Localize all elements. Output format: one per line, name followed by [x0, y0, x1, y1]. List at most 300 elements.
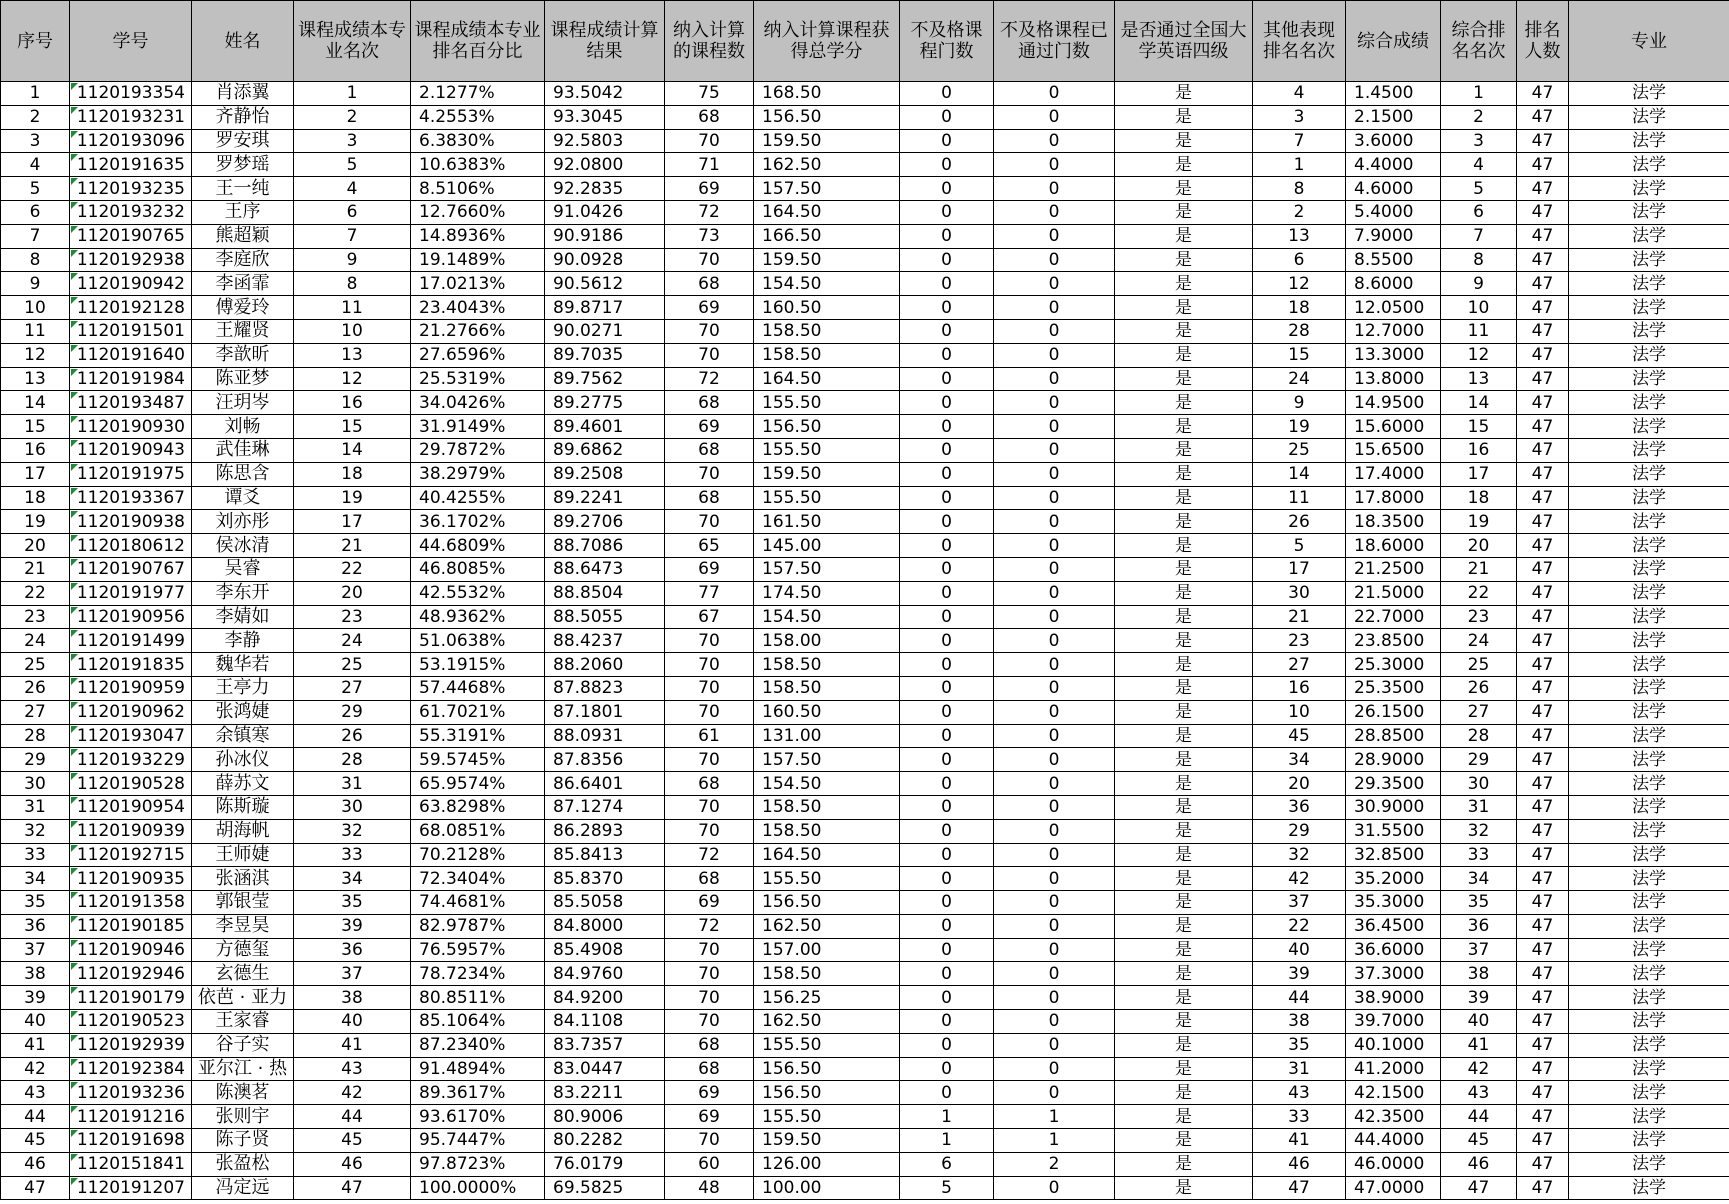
cell-seq[interactable]: 19 — [1, 510, 70, 534]
cell-other-rank[interactable]: 11 — [1253, 486, 1346, 510]
cell-other-rank[interactable]: 28 — [1253, 319, 1346, 343]
cell-cet4-passed[interactable]: 是 — [1115, 581, 1253, 605]
cell-overall-rank[interactable]: 42 — [1441, 1057, 1517, 1081]
cell-overall-score[interactable]: 14.9500 — [1346, 391, 1441, 415]
cell-rank-count[interactable]: 47 — [1517, 177, 1569, 201]
cell-course-count[interactable]: 70 — [665, 510, 754, 534]
table-row[interactable] — [1, 700, 1729, 724]
cell-name[interactable]: 张盈松 — [192, 1152, 294, 1176]
cell-rank-count[interactable]: 47 — [1517, 510, 1569, 534]
cell-name[interactable]: 张则宇 — [192, 1105, 294, 1129]
cell-course-rank-pct[interactable]: 17.0213% — [411, 272, 545, 296]
cell-major[interactable]: 法学 — [1569, 105, 1729, 129]
cell-seq[interactable]: 8 — [1, 248, 70, 272]
cell-major[interactable]: 法学 — [1569, 200, 1729, 224]
cell-rank-count[interactable]: 47 — [1517, 153, 1569, 177]
cell-other-rank[interactable]: 25 — [1253, 438, 1346, 462]
cell-failed-passed[interactable]: 0 — [994, 224, 1115, 248]
cell-course-count[interactable]: 68 — [665, 391, 754, 415]
cell-major[interactable]: 法学 — [1569, 1057, 1729, 1081]
cell-total-credits[interactable]: 157.50 — [754, 748, 900, 772]
cell-rank-count[interactable]: 47 — [1517, 415, 1569, 439]
cell-course-count[interactable]: 69 — [665, 1081, 754, 1105]
cell-seq[interactable]: 41 — [1, 1033, 70, 1057]
cell-other-rank[interactable]: 33 — [1253, 1105, 1346, 1129]
header-other-rank[interactable]: 其他表现排名名次 — [1253, 1, 1346, 82]
cell-name[interactable]: 刘畅 — [192, 415, 294, 439]
cell-course-rank[interactable]: 11 — [294, 296, 411, 320]
cell-course-rank[interactable]: 7 — [294, 224, 411, 248]
cell-overall-score[interactable]: 28.9000 — [1346, 748, 1441, 772]
cell-seq[interactable]: 38 — [1, 962, 70, 986]
cell-overall-score[interactable]: 17.8000 — [1346, 486, 1441, 510]
cell-course-rank-pct[interactable]: 97.8723% — [411, 1152, 545, 1176]
cell-major[interactable]: 法学 — [1569, 1152, 1729, 1176]
cell-course-rank-pct[interactable]: 68.0851% — [411, 819, 545, 843]
cell-course-rank[interactable]: 45 — [294, 1129, 411, 1153]
cell-cet4-passed[interactable]: 是 — [1115, 391, 1253, 415]
cell-failed-count[interactable]: 0 — [900, 1033, 994, 1057]
cell-major[interactable]: 法学 — [1569, 272, 1729, 296]
cell-student-id[interactable]: 1120191984 — [70, 367, 192, 391]
cell-course-rank[interactable]: 44 — [294, 1105, 411, 1129]
cell-failed-passed[interactable]: 0 — [994, 1081, 1115, 1105]
cell-course-count[interactable]: 65 — [665, 534, 754, 558]
cell-seq[interactable]: 14 — [1, 391, 70, 415]
cell-cet4-passed[interactable]: 是 — [1115, 1129, 1253, 1153]
cell-course-score[interactable]: 93.3045 — [545, 105, 665, 129]
cell-course-score[interactable]: 87.8356 — [545, 748, 665, 772]
header-student-id[interactable]: 学号 — [70, 1, 192, 82]
cell-failed-count[interactable]: 0 — [900, 296, 994, 320]
cell-overall-score[interactable]: 41.2000 — [1346, 1057, 1441, 1081]
cell-course-rank-pct[interactable]: 44.6809% — [411, 534, 545, 558]
cell-cet4-passed[interactable]: 是 — [1115, 248, 1253, 272]
cell-student-id[interactable]: 1120191501 — [70, 319, 192, 343]
cell-course-count[interactable]: 72 — [665, 914, 754, 938]
cell-overall-score[interactable]: 38.9000 — [1346, 986, 1441, 1010]
cell-major[interactable]: 法学 — [1569, 415, 1729, 439]
cell-cet4-passed[interactable]: 是 — [1115, 795, 1253, 819]
cell-overall-score[interactable]: 5.4000 — [1346, 200, 1441, 224]
cell-failed-count[interactable]: 0 — [900, 82, 994, 106]
table-row[interactable] — [1, 343, 1729, 367]
cell-failed-passed[interactable]: 0 — [994, 129, 1115, 153]
cell-failed-count[interactable]: 0 — [900, 129, 994, 153]
cell-rank-count[interactable]: 47 — [1517, 391, 1569, 415]
cell-major[interactable]: 法学 — [1569, 319, 1729, 343]
cell-failed-passed[interactable]: 0 — [994, 82, 1115, 106]
table-row[interactable] — [1, 843, 1729, 867]
table-row[interactable] — [1, 557, 1729, 581]
cell-total-credits[interactable]: 131.00 — [754, 724, 900, 748]
cell-failed-passed[interactable]: 0 — [994, 1033, 1115, 1057]
cell-major[interactable]: 法学 — [1569, 581, 1729, 605]
cell-course-rank[interactable]: 37 — [294, 962, 411, 986]
cell-rank-count[interactable]: 47 — [1517, 272, 1569, 296]
cell-course-rank[interactable]: 36 — [294, 938, 411, 962]
cell-course-rank[interactable]: 21 — [294, 534, 411, 558]
cell-course-count[interactable]: 48 — [665, 1176, 754, 1200]
cell-failed-passed[interactable]: 0 — [994, 1176, 1115, 1200]
cell-overall-score[interactable]: 30.9000 — [1346, 795, 1441, 819]
cell-other-rank[interactable]: 22 — [1253, 914, 1346, 938]
cell-course-rank-pct[interactable]: 87.2340% — [411, 1033, 545, 1057]
cell-course-rank-pct[interactable]: 70.2128% — [411, 843, 545, 867]
cell-failed-passed[interactable]: 2 — [994, 1152, 1115, 1176]
cell-student-id[interactable]: 1120190959 — [70, 676, 192, 700]
cell-other-rank[interactable]: 2 — [1253, 200, 1346, 224]
cell-seq[interactable]: 6 — [1, 200, 70, 224]
cell-name[interactable]: 傅爱玲 — [192, 296, 294, 320]
table-row[interactable] — [1, 367, 1729, 391]
cell-failed-passed[interactable]: 0 — [994, 772, 1115, 796]
cell-overall-rank[interactable]: 15 — [1441, 415, 1517, 439]
cell-course-rank[interactable]: 16 — [294, 391, 411, 415]
cell-course-rank-pct[interactable]: 8.5106% — [411, 177, 545, 201]
cell-cet4-passed[interactable]: 是 — [1115, 653, 1253, 677]
cell-student-id[interactable]: 1120191698 — [70, 1129, 192, 1153]
cell-name[interactable]: 齐静怡 — [192, 105, 294, 129]
cell-overall-score[interactable]: 8.6000 — [1346, 272, 1441, 296]
cell-overall-score[interactable]: 22.7000 — [1346, 605, 1441, 629]
cell-failed-count[interactable]: 0 — [900, 224, 994, 248]
cell-course-rank-pct[interactable]: 40.4255% — [411, 486, 545, 510]
cell-failed-count[interactable]: 0 — [900, 438, 994, 462]
header-seq[interactable]: 序号 — [1, 1, 70, 82]
cell-course-rank[interactable]: 2 — [294, 105, 411, 129]
cell-other-rank[interactable]: 27 — [1253, 653, 1346, 677]
cell-rank-count[interactable]: 47 — [1517, 914, 1569, 938]
cell-course-rank[interactable]: 42 — [294, 1081, 411, 1105]
cell-course-rank[interactable]: 9 — [294, 248, 411, 272]
cell-failed-passed[interactable]: 0 — [994, 105, 1115, 129]
cell-course-rank[interactable]: 32 — [294, 819, 411, 843]
cell-rank-count[interactable]: 47 — [1517, 129, 1569, 153]
cell-course-rank-pct[interactable]: 76.5957% — [411, 938, 545, 962]
cell-overall-score[interactable]: 32.8500 — [1346, 843, 1441, 867]
cell-total-credits[interactable]: 145.00 — [754, 534, 900, 558]
cell-failed-passed[interactable]: 0 — [994, 962, 1115, 986]
cell-course-count[interactable]: 68 — [665, 105, 754, 129]
cell-rank-count[interactable]: 47 — [1517, 224, 1569, 248]
cell-overall-rank[interactable]: 12 — [1441, 343, 1517, 367]
cell-course-count[interactable]: 67 — [665, 605, 754, 629]
cell-failed-passed[interactable]: 0 — [994, 557, 1115, 581]
cell-failed-count[interactable]: 0 — [900, 1010, 994, 1034]
header-major[interactable]: 专业 — [1569, 1, 1729, 82]
cell-rank-count[interactable]: 47 — [1517, 1033, 1569, 1057]
cell-overall-rank[interactable]: 39 — [1441, 986, 1517, 1010]
cell-overall-rank[interactable]: 31 — [1441, 795, 1517, 819]
cell-course-rank-pct[interactable]: 100.0000% — [411, 1176, 545, 1200]
cell-failed-passed[interactable]: 0 — [994, 248, 1115, 272]
cell-course-rank[interactable]: 15 — [294, 415, 411, 439]
cell-total-credits[interactable]: 158.50 — [754, 653, 900, 677]
cell-failed-passed[interactable]: 0 — [994, 415, 1115, 439]
cell-course-score[interactable]: 88.6473 — [545, 557, 665, 581]
cell-overall-rank[interactable]: 25 — [1441, 653, 1517, 677]
cell-course-rank[interactable]: 38 — [294, 986, 411, 1010]
cell-major[interactable]: 法学 — [1569, 986, 1729, 1010]
cell-total-credits[interactable]: 158.50 — [754, 962, 900, 986]
cell-overall-score[interactable]: 13.3000 — [1346, 343, 1441, 367]
cell-failed-passed[interactable]: 0 — [994, 438, 1115, 462]
cell-other-rank[interactable]: 13 — [1253, 224, 1346, 248]
cell-name[interactable]: 魏华若 — [192, 653, 294, 677]
cell-failed-passed[interactable]: 0 — [994, 1057, 1115, 1081]
cell-student-id[interactable]: 1120190946 — [70, 938, 192, 962]
cell-seq[interactable]: 45 — [1, 1129, 70, 1153]
cell-major[interactable]: 法学 — [1569, 795, 1729, 819]
cell-seq[interactable]: 34 — [1, 867, 70, 891]
cell-cet4-passed[interactable]: 是 — [1115, 1081, 1253, 1105]
cell-course-score[interactable]: 84.8000 — [545, 914, 665, 938]
cell-name[interactable]: 罗梦瑶 — [192, 153, 294, 177]
cell-course-count[interactable]: 70 — [665, 962, 754, 986]
cell-overall-rank[interactable]: 34 — [1441, 867, 1517, 891]
cell-student-id[interactable]: 1120192128 — [70, 296, 192, 320]
cell-course-score[interactable]: 93.5042 — [545, 82, 665, 106]
cell-overall-rank[interactable]: 2 — [1441, 105, 1517, 129]
cell-course-rank-pct[interactable]: 74.4681% — [411, 891, 545, 915]
cell-other-rank[interactable]: 20 — [1253, 772, 1346, 796]
cell-cet4-passed[interactable]: 是 — [1115, 415, 1253, 439]
cell-course-count[interactable]: 70 — [665, 462, 754, 486]
cell-failed-passed[interactable]: 0 — [994, 1010, 1115, 1034]
cell-name[interactable]: 方德玺 — [192, 938, 294, 962]
cell-total-credits[interactable]: 100.00 — [754, 1176, 900, 1200]
cell-failed-count[interactable]: 1 — [900, 1105, 994, 1129]
cell-course-rank-pct[interactable]: 46.8085% — [411, 557, 545, 581]
cell-course-rank[interactable]: 6 — [294, 200, 411, 224]
cell-seq[interactable]: 32 — [1, 819, 70, 843]
cell-course-rank[interactable]: 8 — [294, 272, 411, 296]
cell-seq[interactable]: 29 — [1, 748, 70, 772]
table-row[interactable] — [1, 724, 1729, 748]
cell-rank-count[interactable]: 47 — [1517, 962, 1569, 986]
cell-overall-score[interactable]: 15.6000 — [1346, 415, 1441, 439]
cell-major[interactable]: 法学 — [1569, 224, 1729, 248]
cell-student-id[interactable]: 1120190185 — [70, 914, 192, 938]
cell-other-rank[interactable]: 18 — [1253, 296, 1346, 320]
cell-course-score[interactable]: 89.2241 — [545, 486, 665, 510]
table-row[interactable] — [1, 1176, 1729, 1200]
cell-seq[interactable]: 44 — [1, 1105, 70, 1129]
header-cet4-passed[interactable]: 是否通过全国大学英语四级 — [1115, 1, 1253, 82]
cell-course-rank[interactable]: 5 — [294, 153, 411, 177]
cell-total-credits[interactable]: 155.50 — [754, 438, 900, 462]
cell-failed-count[interactable]: 0 — [900, 938, 994, 962]
cell-total-credits[interactable]: 156.50 — [754, 891, 900, 915]
cell-rank-count[interactable]: 47 — [1517, 82, 1569, 106]
cell-rank-count[interactable]: 47 — [1517, 319, 1569, 343]
cell-total-credits[interactable]: 154.50 — [754, 272, 900, 296]
cell-course-rank[interactable]: 23 — [294, 605, 411, 629]
cell-course-count[interactable]: 77 — [665, 581, 754, 605]
cell-cet4-passed[interactable]: 是 — [1115, 534, 1253, 558]
cell-student-id[interactable]: 1120191207 — [70, 1176, 192, 1200]
header-name[interactable]: 姓名 — [192, 1, 294, 82]
cell-other-rank[interactable]: 6 — [1253, 248, 1346, 272]
cell-overall-score[interactable]: 36.6000 — [1346, 938, 1441, 962]
cell-name[interactable]: 吴睿 — [192, 557, 294, 581]
cell-name[interactable]: 李昱昊 — [192, 914, 294, 938]
table-row[interactable] — [1, 415, 1729, 439]
cell-total-credits[interactable]: 158.50 — [754, 819, 900, 843]
cell-major[interactable]: 法学 — [1569, 772, 1729, 796]
cell-total-credits[interactable]: 156.25 — [754, 986, 900, 1010]
cell-overall-score[interactable]: 40.1000 — [1346, 1033, 1441, 1057]
cell-student-id[interactable]: 1120190930 — [70, 415, 192, 439]
cell-course-rank-pct[interactable]: 23.4043% — [411, 296, 545, 320]
cell-course-score[interactable]: 85.8370 — [545, 867, 665, 891]
cell-total-credits[interactable]: 155.50 — [754, 486, 900, 510]
cell-failed-passed[interactable]: 0 — [994, 486, 1115, 510]
cell-cet4-passed[interactable]: 是 — [1115, 296, 1253, 320]
cell-rank-count[interactable]: 47 — [1517, 1081, 1569, 1105]
table-row[interactable] — [1, 1033, 1729, 1057]
cell-seq[interactable]: 42 — [1, 1057, 70, 1081]
table-row[interactable] — [1, 605, 1729, 629]
cell-course-rank[interactable]: 19 — [294, 486, 411, 510]
cell-seq[interactable]: 39 — [1, 986, 70, 1010]
cell-course-count[interactable]: 70 — [665, 748, 754, 772]
cell-failed-passed[interactable]: 1 — [994, 1105, 1115, 1129]
cell-course-score[interactable]: 89.2706 — [545, 510, 665, 534]
cell-name[interactable]: 王序 — [192, 200, 294, 224]
cell-course-score[interactable]: 92.5803 — [545, 129, 665, 153]
cell-rank-count[interactable]: 47 — [1517, 557, 1569, 581]
cell-course-score[interactable]: 76.0179 — [545, 1152, 665, 1176]
cell-major[interactable]: 法学 — [1569, 248, 1729, 272]
cell-failed-passed[interactable]: 0 — [994, 748, 1115, 772]
cell-name[interactable]: 王一纯 — [192, 177, 294, 201]
cell-name[interactable]: 刘亦彤 — [192, 510, 294, 534]
cell-student-id[interactable]: 1120180612 — [70, 534, 192, 558]
cell-failed-passed[interactable]: 0 — [994, 724, 1115, 748]
table-row[interactable] — [1, 1057, 1729, 1081]
table-row[interactable] — [1, 248, 1729, 272]
cell-overall-rank[interactable]: 9 — [1441, 272, 1517, 296]
cell-name[interactable]: 陈子贤 — [192, 1129, 294, 1153]
cell-other-rank[interactable]: 17 — [1253, 557, 1346, 581]
cell-other-rank[interactable]: 46 — [1253, 1152, 1346, 1176]
cell-other-rank[interactable]: 7 — [1253, 129, 1346, 153]
cell-failed-count[interactable]: 0 — [900, 367, 994, 391]
table-row[interactable] — [1, 1010, 1729, 1034]
cell-overall-score[interactable]: 26.1500 — [1346, 700, 1441, 724]
cell-failed-count[interactable]: 0 — [900, 819, 994, 843]
cell-overall-rank[interactable]: 35 — [1441, 891, 1517, 915]
cell-other-rank[interactable]: 31 — [1253, 1057, 1346, 1081]
cell-course-rank-pct[interactable]: 42.5532% — [411, 581, 545, 605]
cell-failed-passed[interactable]: 0 — [994, 534, 1115, 558]
header-overall-score[interactable]: 综合成绩 — [1346, 1, 1441, 82]
cell-rank-count[interactable]: 47 — [1517, 653, 1569, 677]
cell-name[interactable]: 汪玥岑 — [192, 391, 294, 415]
cell-failed-count[interactable]: 0 — [900, 700, 994, 724]
cell-name[interactable]: 侯冰清 — [192, 534, 294, 558]
cell-other-rank[interactable]: 5 — [1253, 534, 1346, 558]
cell-course-count[interactable]: 68 — [665, 438, 754, 462]
cell-rank-count[interactable]: 47 — [1517, 1129, 1569, 1153]
cell-overall-score[interactable]: 47.0000 — [1346, 1176, 1441, 1200]
cell-course-score[interactable]: 86.2893 — [545, 819, 665, 843]
cell-overall-rank[interactable]: 6 — [1441, 200, 1517, 224]
cell-student-id[interactable]: 1120190962 — [70, 700, 192, 724]
cell-failed-count[interactable]: 0 — [900, 629, 994, 653]
cell-seq[interactable]: 4 — [1, 153, 70, 177]
cell-course-count[interactable]: 70 — [665, 343, 754, 367]
cell-seq[interactable]: 18 — [1, 486, 70, 510]
cell-course-count[interactable]: 72 — [665, 200, 754, 224]
cell-other-rank[interactable]: 32 — [1253, 843, 1346, 867]
cell-overall-rank[interactable]: 8 — [1441, 248, 1517, 272]
cell-failed-count[interactable]: 0 — [900, 177, 994, 201]
cell-total-credits[interactable]: 164.50 — [754, 843, 900, 867]
cell-course-score[interactable]: 91.0426 — [545, 200, 665, 224]
cell-student-id[interactable]: 1120190956 — [70, 605, 192, 629]
cell-seq[interactable]: 43 — [1, 1081, 70, 1105]
cell-name[interactable]: 冯定远 — [192, 1176, 294, 1200]
cell-other-rank[interactable]: 47 — [1253, 1176, 1346, 1200]
cell-overall-score[interactable]: 2.1500 — [1346, 105, 1441, 129]
cell-course-rank[interactable]: 30 — [294, 795, 411, 819]
cell-major[interactable]: 法学 — [1569, 296, 1729, 320]
cell-overall-rank[interactable]: 44 — [1441, 1105, 1517, 1129]
cell-course-rank-pct[interactable]: 36.1702% — [411, 510, 545, 534]
cell-cet4-passed[interactable]: 是 — [1115, 438, 1253, 462]
cell-name[interactable]: 陈思含 — [192, 462, 294, 486]
cell-overall-score[interactable]: 31.5500 — [1346, 819, 1441, 843]
cell-course-count[interactable]: 68 — [665, 486, 754, 510]
cell-cet4-passed[interactable]: 是 — [1115, 605, 1253, 629]
cell-overall-rank[interactable]: 38 — [1441, 962, 1517, 986]
cell-major[interactable]: 法学 — [1569, 510, 1729, 534]
cell-name[interactable]: 余镇寒 — [192, 724, 294, 748]
cell-course-rank[interactable]: 12 — [294, 367, 411, 391]
cell-failed-passed[interactable]: 0 — [994, 343, 1115, 367]
cell-name[interactable]: 张鸿婕 — [192, 700, 294, 724]
cell-student-id[interactable]: 1120193047 — [70, 724, 192, 748]
cell-course-rank[interactable]: 40 — [294, 1010, 411, 1034]
cell-student-id[interactable]: 1120190528 — [70, 772, 192, 796]
cell-name[interactable]: 李婧如 — [192, 605, 294, 629]
cell-cet4-passed[interactable]: 是 — [1115, 986, 1253, 1010]
cell-course-rank[interactable]: 28 — [294, 748, 411, 772]
cell-total-credits[interactable]: 154.50 — [754, 772, 900, 796]
cell-seq[interactable]: 16 — [1, 438, 70, 462]
cell-name[interactable]: 陈斯璇 — [192, 795, 294, 819]
cell-course-rank[interactable]: 41 — [294, 1033, 411, 1057]
cell-failed-passed[interactable]: 0 — [994, 605, 1115, 629]
cell-total-credits[interactable]: 156.50 — [754, 415, 900, 439]
cell-major[interactable]: 法学 — [1569, 891, 1729, 915]
cell-student-id[interactable]: 1120191835 — [70, 653, 192, 677]
cell-course-count[interactable]: 73 — [665, 224, 754, 248]
cell-course-score[interactable]: 89.6862 — [545, 438, 665, 462]
cell-student-id[interactable]: 1120192946 — [70, 962, 192, 986]
cell-course-count[interactable]: 70 — [665, 129, 754, 153]
cell-course-rank-pct[interactable]: 53.1915% — [411, 653, 545, 677]
cell-failed-passed[interactable]: 0 — [994, 272, 1115, 296]
cell-cet4-passed[interactable]: 是 — [1115, 105, 1253, 129]
cell-overall-score[interactable]: 42.1500 — [1346, 1081, 1441, 1105]
cell-course-count[interactable]: 70 — [665, 700, 754, 724]
cell-failed-passed[interactable]: 0 — [994, 676, 1115, 700]
cell-course-rank-pct[interactable]: 80.8511% — [411, 986, 545, 1010]
